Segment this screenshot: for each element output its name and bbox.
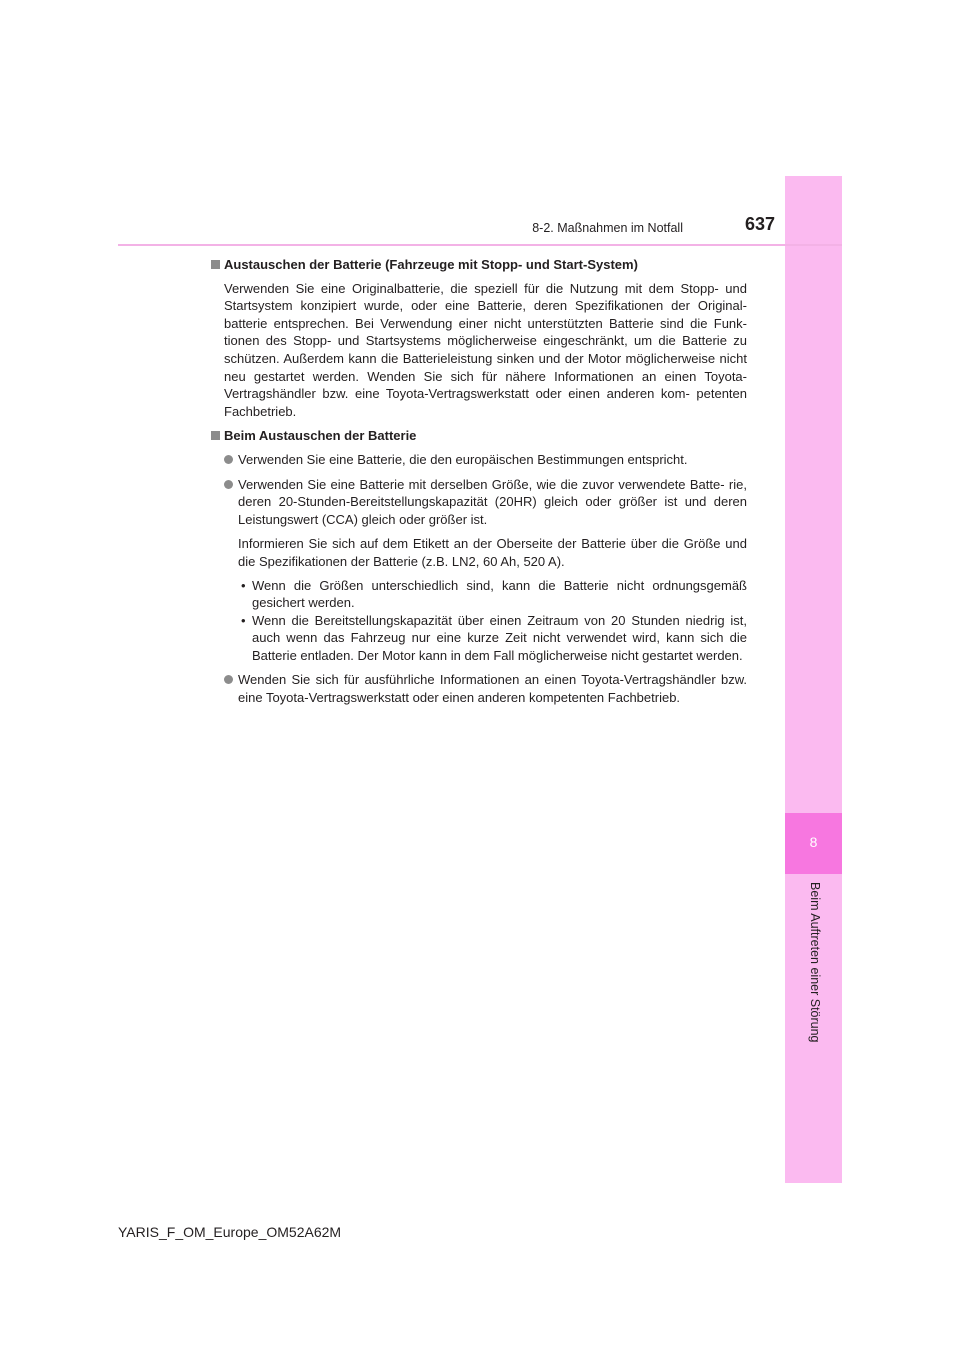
dot-bullet-icon: •	[241, 577, 246, 593]
sub-list-item-text: Wenn die Bereitstellungskapazität über einen Zeitraum von 20 Stunden niedrig ist, auch wenn das Fahrzeug nur eine kurze Zeit nicht verwendet wird, kann sich die Batterie entladen. Der Motor kann in dem Fall möglicherweise nicht gestartet werden.	[252, 612, 747, 663]
footer-document-id: YARIS_F_OM_Europe_OM52A62M	[118, 1224, 342, 1240]
sub-list-item	[210, 577, 747, 612]
circle-bullet-icon	[224, 480, 233, 489]
sub-list-item	[210, 612, 747, 665]
heading-text: Beim Austauschen der Batterie	[224, 428, 417, 444]
header-divider	[118, 244, 842, 246]
list-item	[210, 671, 747, 706]
info-paragraph: Informieren Sie sich auf dem Etikett an der Oberseite der Batterie über die Größe und die Spezifikationen der Batterie (z.B. LN2, 60 Ah, 520 A).	[238, 536, 747, 569]
chapter-number: 8	[809, 834, 818, 850]
dot-bullet-icon: •	[241, 612, 246, 628]
heading-text: Austauschen der Batterie (Fahrzeuge mit Stopp- und Start-System)	[224, 257, 638, 272]
circle-bullet-icon	[224, 675, 233, 684]
body-paragraph: Verwenden Sie eine Originalbatterie, die speziell für die Nutzung mit dem Stopp- und Startsystem konzipiert wurde, oder eine Batterie, deren Spezifikationen der Original- batterie entsprechen. Bei Verwendung einer nicht unterstützten Batterie sind die Funk- tionen des Stopp- und Startsystems möglicherweise eingeschränkt, um die Batterie zu schützen. Außerdem kann die Batterieleistung sinken und der Motor möglicherweise nicht neu gestartet werden. Wenden Sie sich für nähere Informationen an einen Toyota-Vertragshändler bzw. eine Toyota-Vertragswerkstatt oder einen anderen kom- petenten Fachbetrieb.	[224, 280, 747, 419]
page-number: 637	[744, 214, 775, 234]
page-content	[210, 256, 747, 714]
list-item-text: Verwenden Sie eine Batterie mit derselben Größe, wie die zuvor verwendete Batte- rie, deren 20-Stunden-Bereitstellungskapazität (20HR) gleich oder größer ist und deren Leistungswert (CCA) gleich oder größer ist.	[238, 476, 747, 527]
list-item	[210, 476, 747, 529]
square-bullet-icon	[211, 431, 220, 440]
circle-bullet-icon	[224, 455, 233, 464]
sub-list-item-text: Wenn die Größen unterschiedlich sind, kann die Batterie nicht ordnungsgemäß gesichert werden.	[252, 577, 747, 611]
chapter-title: Beim Auftreten einer Störung	[808, 882, 822, 1043]
section-header: 8-2. Maßnahmen im Notfall	[532, 221, 683, 235]
list-item-text: Verwenden Sie eine Batterie, die den europäischen Bestimmungen entspricht.	[238, 451, 688, 467]
section-heading-battery-exchange	[210, 427, 747, 445]
list-item	[210, 451, 747, 469]
list-item-text: Wenden Sie sich für ausführliche Informationen an einen Toyota-Vertragshändler bzw. eine Toyota-Vertragswerkstatt oder einen anderen kompetenten Fachbetrieb.	[238, 672, 747, 706]
square-bullet-icon	[211, 260, 220, 269]
section-heading-battery-replacement-stop-start	[210, 256, 747, 274]
